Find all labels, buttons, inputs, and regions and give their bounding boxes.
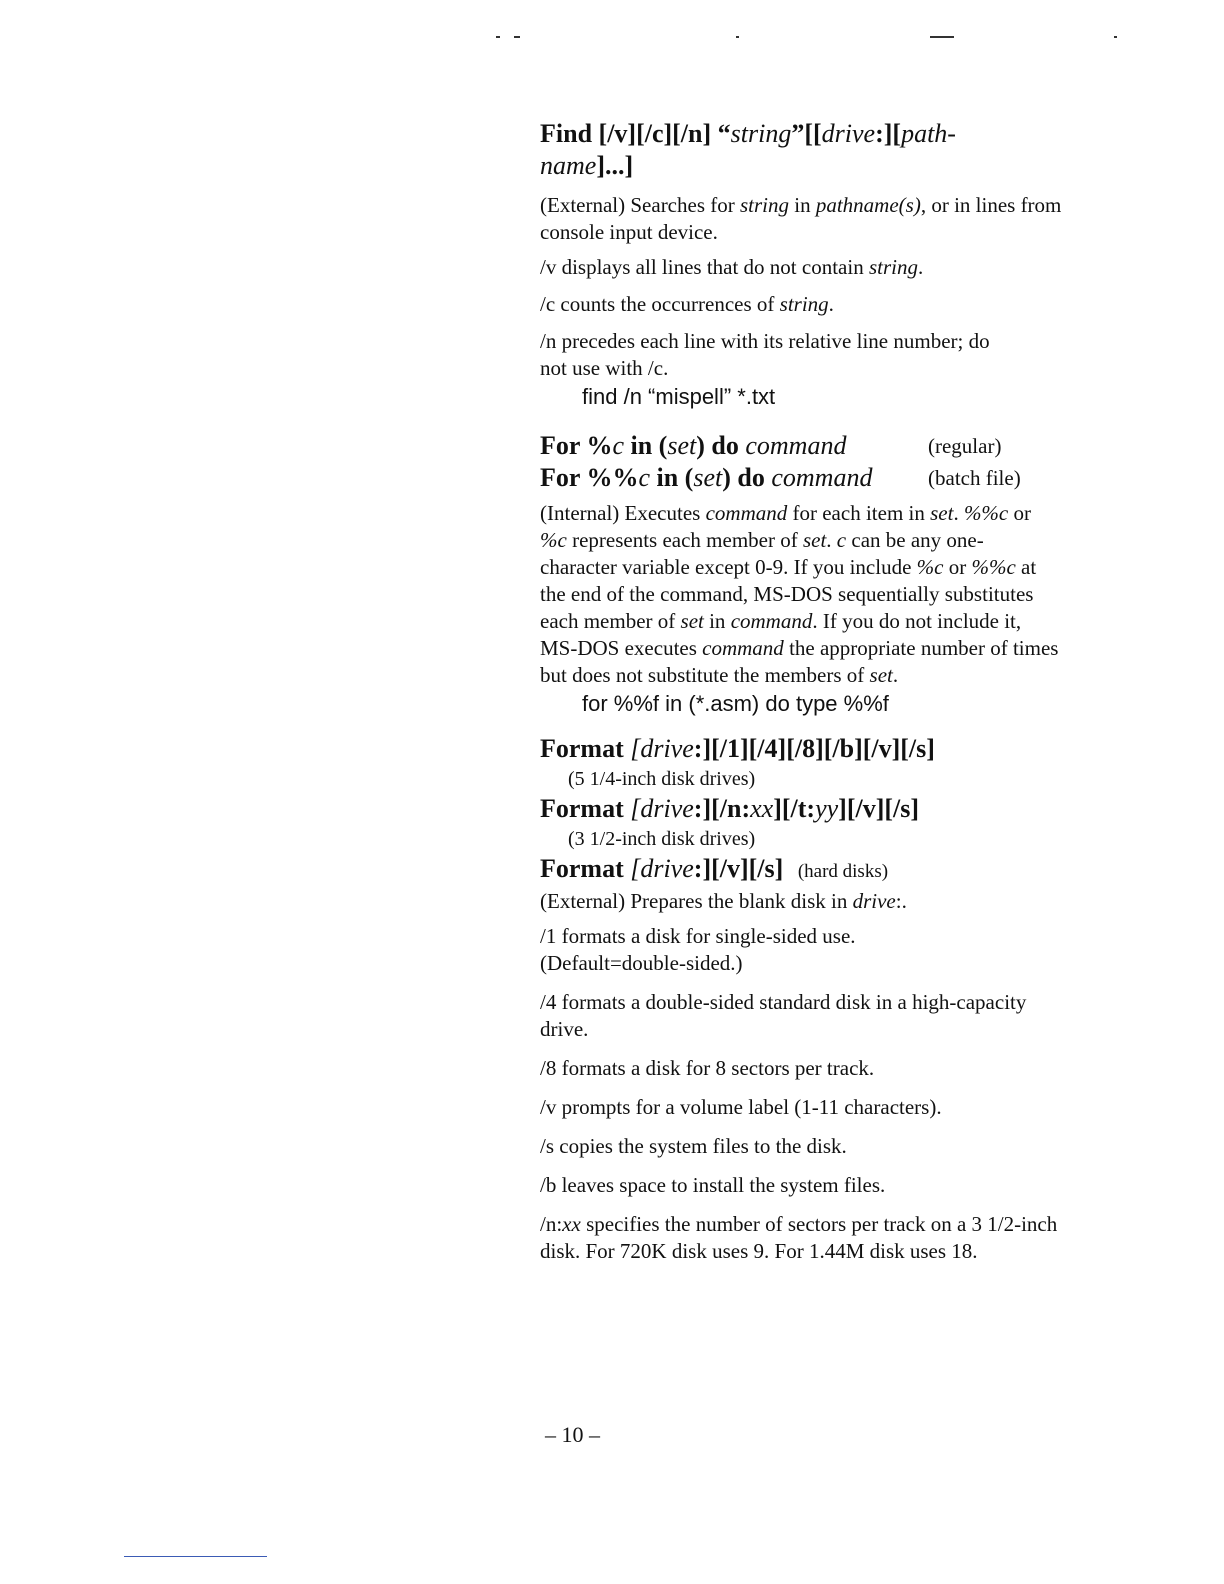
format-syntax-525: Format [drive:][/1][/4][/8][/b][/v][/s]	[540, 734, 935, 763]
find-example: find /n “mispell” *.txt	[582, 384, 776, 409]
format-syntax-hard: Format [drive:][/v][/s] (hard disks)	[540, 854, 889, 883]
scan-speck	[1114, 36, 1117, 38]
find-syntax: Find [/v][/c][/n] “string”[[drive:][path- name]...]	[540, 119, 956, 180]
for-description: (Internal) Executes command for each item in set. %%c or %c represents each member of set. c can be any one-character variable except 0-9. If you include %c or %%c at the end of the command, MS-DOS sequentially substitutes each member of set in command. If you do not include it, MS-DOS executes command the appropriate number of times but does not substitute the members of set.	[540, 501, 1059, 687]
format-option-b: /b leaves space to install the system files.	[540, 1173, 886, 1197]
format-option-8: /8 formats a disk for 8 sectors per track.	[540, 1056, 875, 1080]
format-option-4: /4 formats a double-sided standard disk in a high-capacity drive.	[540, 990, 1027, 1041]
scan-speck	[496, 36, 500, 38]
for-syntax-batch: For %%c in (set) do command (batch file)	[540, 463, 1021, 492]
find-option-n: /n precedes each line with its relative line number; do not use with /c.	[540, 329, 990, 380]
format-note-35: (3 1/2-inch disk drives)	[568, 828, 756, 850]
format-description: (External) Prepares the blank disk in drive:.	[540, 889, 907, 913]
for-syntax-regular: For %c in (set) do command (regular)	[540, 431, 1002, 460]
format-note-525: (5 1/4-inch disk drives)	[568, 768, 756, 790]
for-example: for %%f in (*.asm) do type %%f	[582, 691, 889, 716]
scan-speck	[736, 36, 739, 38]
page-number: – 10 –	[545, 1422, 600, 1447]
format-option-s: /s copies the system files to the disk.	[540, 1134, 847, 1158]
format-option-v: /v prompts for a volume label (1-11 characters).	[540, 1095, 942, 1119]
scan-speck	[930, 36, 954, 38]
scan-speck	[514, 36, 520, 38]
format-syntax-35: Format [drive:][/n:xx][/t:yy][/v][/s]	[540, 794, 920, 823]
page-content	[540, 118, 1100, 1265]
find-description: (External) Searches for string in pathname(s), or in lines from console input device.	[540, 193, 1062, 244]
footer-rule	[124, 1556, 267, 1557]
format-option-n: /n:xx specifies the number of sectors per track on a 3 1/2-inch disk. For 720K disk uses 9. For 1.44M disk uses 18.	[540, 1212, 1058, 1263]
format-option-1: /1 formats a disk for single-sided use. (Default=double-sided.)	[540, 924, 856, 975]
find-option-c: /c counts the occurrences of string.	[540, 292, 834, 316]
find-option-v: /v displays all lines that do not contain string.	[540, 255, 924, 279]
